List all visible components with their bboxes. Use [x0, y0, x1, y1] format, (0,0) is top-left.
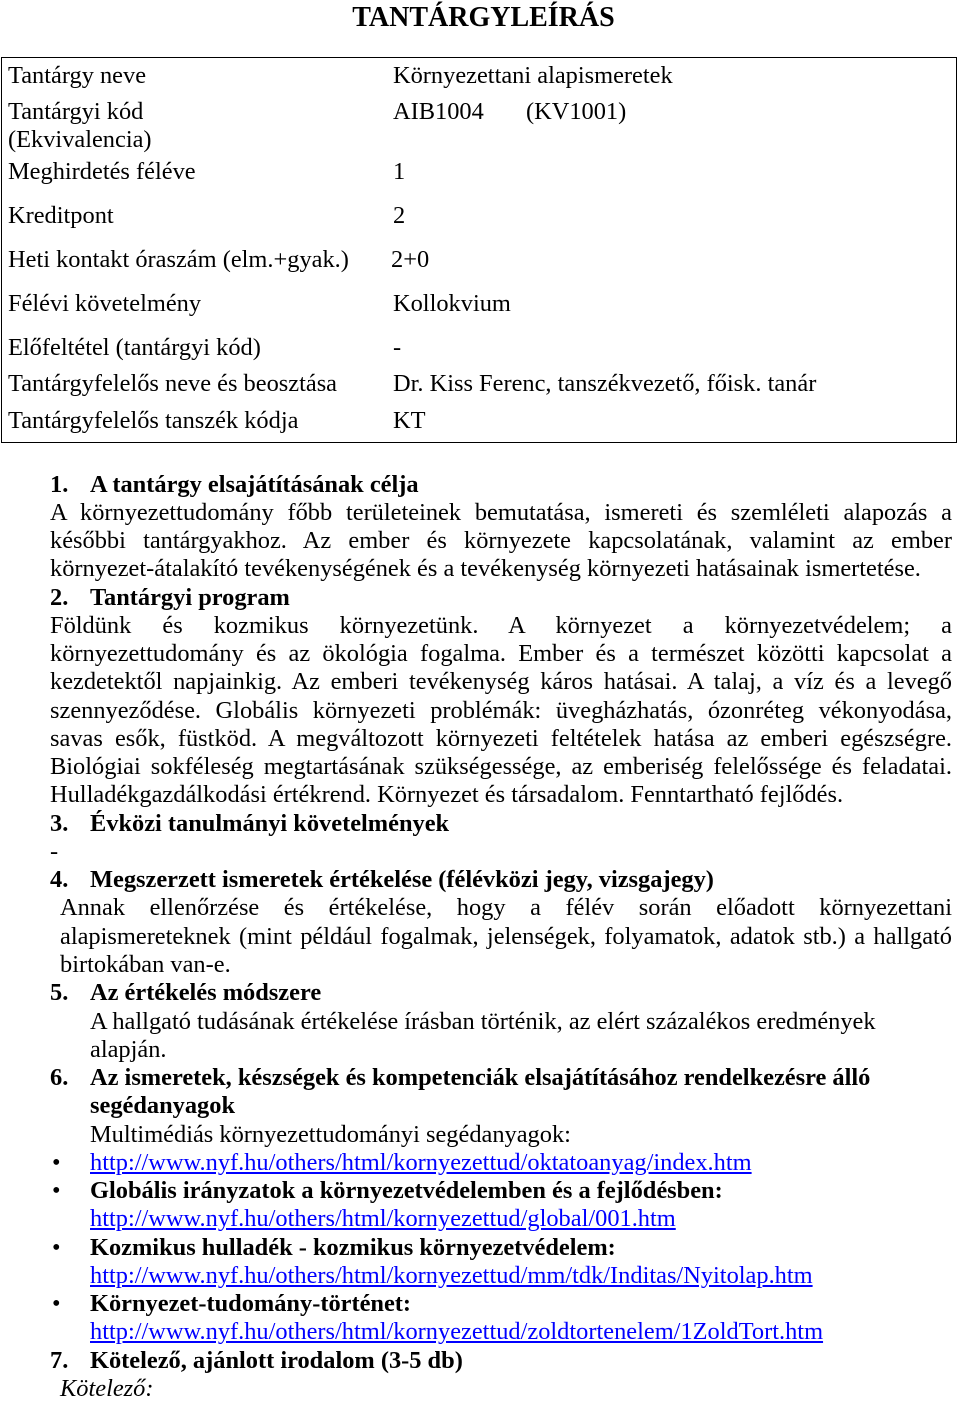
paragraph-line	[0, 781, 960, 809]
row-label: Kreditpont	[8, 202, 114, 229]
section-7-heading	[0, 1347, 960, 1375]
paragraph-line	[0, 838, 960, 866]
resource-link-row	[0, 1262, 960, 1290]
section-number: 7.	[50, 1346, 69, 1374]
paragraph-line	[0, 894, 960, 922]
paragraph-line	[0, 753, 960, 781]
paragraph-text: savas esők, füstköd. A megváltozott környezeti feltételek hatása az emberi egészségre.	[50, 724, 952, 752]
section-number: 4.	[50, 866, 69, 894]
paragraph-text: későbbi tantárgyakhoz. Az ember és környezete kapcsolatának, valamint az ember	[50, 527, 952, 555]
paragraph-text: Biológiai sokféleség megtartásának szükségessége, az emberiség felelőssége és feladatai.	[50, 753, 952, 781]
row-value: KT	[393, 407, 426, 434]
literature-subheading-row	[0, 1375, 960, 1403]
paragraph-line	[0, 951, 960, 979]
paragraph-text: -	[50, 837, 59, 865]
paragraph-text: A környezettudomány főbb területeinek bemutatása, ismereti és szemléleti alapozás a	[50, 498, 952, 526]
equivalence-code-value: (KV1001)	[526, 98, 627, 125]
paragraph-text: Földünk és kozmikus környezetünk. A környezet a környezetvédelem; a	[50, 611, 952, 639]
section-2-heading	[0, 584, 960, 612]
row-value: Környezettani alapismeretek	[393, 62, 673, 89]
resource-title: Globális irányzatok a környezetvédelemben és a fejlődésben:	[90, 1177, 723, 1205]
section-heading: Az értékelés módszere	[90, 979, 322, 1007]
resource-link[interactable]: http://www.nyf.hu/others/html/kornyezettud/zoldtortenelem/1ZoldTort.htm	[90, 1318, 824, 1346]
section-1-heading	[0, 471, 960, 499]
row-value: -	[393, 334, 402, 361]
table-row-weekly-hours	[0, 246, 958, 274]
row-label: Félévi követelmény	[8, 290, 202, 317]
bullet-icon	[52, 1290, 61, 1318]
resource-link[interactable]: http://www.nyf.hu/others/html/kornyezettud/mm/tdk/Inditas/Nyitolap.htm	[90, 1261, 813, 1289]
row-label-sub: (Ekvivalencia)	[8, 126, 152, 153]
table-row-prerequisite	[0, 334, 958, 362]
row-value: Kollokvium	[393, 290, 511, 317]
section-6-heading-continued	[0, 1092, 960, 1120]
paragraph-text: kezdetektől napjainkig. Az emberi tevékenység káros hatásai. A talaj, a víz és a levegő	[50, 668, 952, 696]
resource-list-item	[0, 1234, 960, 1262]
paragraph-text: Annak ellenőrzése és értékelése, hogy a félév során előadott környezettani	[60, 894, 952, 922]
paragraph-text: birtokában van-e.	[60, 951, 231, 979]
row-label: Meghirdetés féléve	[8, 158, 196, 185]
row-value: 2+0	[391, 246, 430, 273]
section-heading: A tantárgy elsajátításának célja	[90, 470, 419, 498]
row-label: Heti kontakt óraszám (elm.+gyak.)	[8, 246, 349, 273]
paragraph-text: alapismereteknek (mint például fogalmak, jelenségek, folyamatok, adatok stb.) a hallgató	[60, 922, 952, 950]
section-heading: Tantárgyi program	[90, 583, 290, 611]
resource-list-item	[0, 1177, 960, 1205]
paragraph-line	[0, 527, 960, 555]
resource-link-row	[0, 1318, 960, 1346]
table-row-subject-code	[0, 98, 958, 154]
paragraph-text: A hallgató tudásának értékelése írásban történik, az elért százalékos eredmények	[90, 1007, 876, 1035]
section-heading: Kötelező, ajánlott irodalom (3-5 db)	[90, 1346, 463, 1374]
row-label: Előfeltétel (tantárgyi kód)	[8, 334, 261, 361]
table-row-semester	[0, 158, 958, 186]
paragraph-line	[0, 668, 960, 696]
resource-list-item	[0, 1290, 960, 1318]
section-5-heading	[0, 979, 960, 1007]
paragraph-text: Hulladékgazdálkodási értékrend. Környezet és társadalom. Fenntartható fejlődés.	[50, 781, 844, 809]
row-value: 2	[393, 202, 406, 229]
row-label: Tantárgyfelelős tanszék kódja	[8, 407, 299, 434]
paragraph-line	[0, 612, 960, 640]
paragraph-text: alapján.	[90, 1035, 167, 1063]
row-label: Tantárgyi kód	[8, 98, 144, 125]
table-row-department	[0, 407, 958, 435]
paragraph-line	[0, 640, 960, 668]
row-label: Tantárgyfelelős neve és beosztása	[8, 370, 338, 397]
resource-list-item	[0, 1149, 960, 1177]
paragraph-line	[0, 697, 960, 725]
section-heading: Évközi tanulmányi követelmények	[90, 809, 450, 837]
paragraph-line	[0, 923, 960, 951]
bullet-icon	[52, 1149, 61, 1177]
literature-subheading: Kötelező:	[60, 1375, 154, 1402]
resource-title: Környezet-tudomány-történet:	[90, 1290, 412, 1318]
table-row-requirement	[0, 290, 958, 318]
paragraph-line	[0, 725, 960, 753]
section-number: 5.	[50, 979, 69, 1007]
paragraph-text: szennyeződése. Globális környezeti problémák: üvegházhatás, ózonréteg vékonyodása,	[50, 696, 952, 724]
section-6-heading	[0, 1064, 960, 1092]
section-number: 6.	[50, 1064, 69, 1092]
paragraph-line	[0, 555, 960, 583]
paragraph-text: környezet-átalakító tevékenységének és a tevékenység környezeti hatásainak ismertetése.	[50, 555, 921, 583]
paragraph-line	[0, 499, 960, 527]
section-3-heading	[0, 810, 960, 838]
section-heading: Megszerzett ismeretek értékelése (félévközi jegy, vizsgajegy)	[90, 866, 714, 894]
section-number: 1.	[50, 470, 69, 498]
row-value: Dr. Kiss Ferenc, tanszékvezető, főisk. tanár	[393, 370, 817, 397]
resource-link[interactable]: http://www.nyf.hu/others/html/kornyezettud/oktatoanyag/index.htm	[90, 1148, 752, 1176]
bullet-icon	[52, 1177, 61, 1205]
document-body	[0, 471, 960, 1404]
table-row-credits	[0, 202, 958, 230]
subject-code-value: AIB1004	[393, 98, 484, 125]
paragraph-line	[0, 1036, 960, 1064]
paragraph-line	[0, 1008, 960, 1036]
resources-intro-text: Multimédiás környezettudományi segédanyagok:	[90, 1120, 571, 1148]
resource-title: Kozmikus hulladék - kozmikus környezetvédelem:	[90, 1233, 616, 1261]
resource-link[interactable]: http://www.nyf.hu/others/html/kornyezettud/global/001.htm	[90, 1205, 676, 1233]
section-4-heading	[0, 866, 960, 894]
resources-intro	[0, 1121, 960, 1149]
section-number: 2.	[50, 583, 69, 611]
page-title: TANTÁRGYLEÍRÁS	[352, 2, 615, 33]
section-number: 3.	[50, 809, 69, 837]
row-label: Tantárgy neve	[8, 62, 147, 89]
section-heading: segédanyagok	[90, 1092, 236, 1120]
paragraph-text: környezettudomány és az ökológia fogalma. Ember és a természet közötti kapcsolat a	[50, 640, 952, 668]
bullet-icon	[52, 1234, 61, 1262]
table-row-responsible	[0, 370, 958, 398]
resource-link-row	[0, 1205, 960, 1233]
section-heading: Az ismeretek, készségek és kompetenciák elsajátításához rendelkezésre álló	[90, 1064, 871, 1092]
row-value: 1	[393, 158, 406, 185]
table-row-subject-name	[0, 62, 958, 90]
